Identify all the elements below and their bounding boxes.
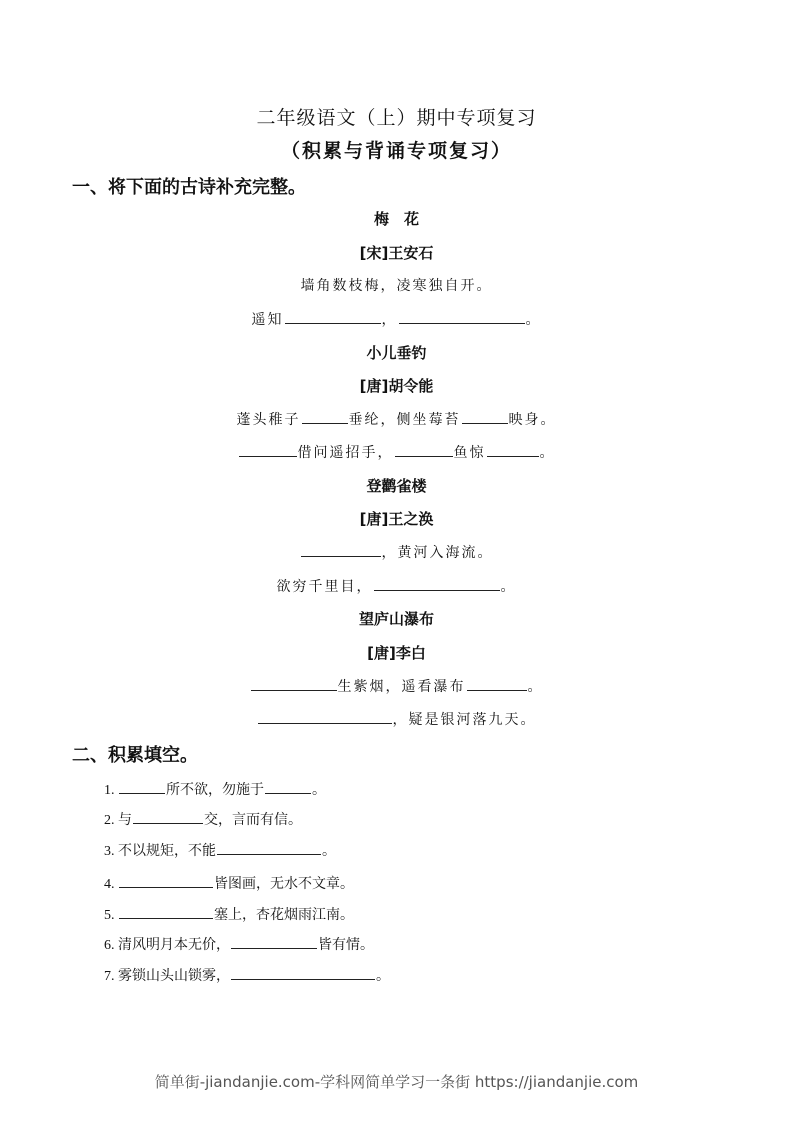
item-text: 皆图画，无水不文章。 [214, 877, 354, 892]
item-number: 2. [104, 813, 115, 828]
poem-line [0, 676, 793, 696]
fill-blank[interactable] [302, 409, 348, 424]
poem-author: [宋]王安石 [359, 244, 434, 262]
item-text: 。 [322, 844, 336, 859]
item-text: 所不欲，勿施于 [166, 783, 264, 798]
fill-item [104, 840, 336, 860]
fill-blank[interactable] [399, 309, 525, 324]
fill-blank[interactable] [285, 309, 381, 324]
line-text: 欲穷千里目， [276, 579, 373, 595]
line-text: 。 [527, 679, 544, 695]
item-number: 6. [104, 938, 115, 953]
fill-blank[interactable] [119, 873, 213, 888]
section-heading-2: 二、积累填空。 [72, 745, 198, 766]
fill-item [104, 965, 390, 985]
line-text: 。 [539, 445, 556, 461]
page-subtitle: （积累与背诵专项复习） [280, 140, 512, 162]
line-text: 生紫烟，遥看瀑布 [337, 679, 466, 695]
line-text: 鱼惊 [453, 445, 486, 461]
page-title: 二年级语文（上）期中专项复习 [256, 107, 537, 129]
poem-author: [唐]胡令能 [359, 377, 434, 395]
fill-blank[interactable] [301, 542, 381, 557]
fill-item [104, 873, 354, 893]
item-number: 1. [104, 783, 115, 798]
item-text: 皆有情。 [318, 938, 374, 953]
poem-line [0, 309, 793, 329]
item-text: 雾锁山头山锁雾， [118, 969, 230, 984]
item-text: 。 [312, 783, 326, 798]
poem-title: 登鹳雀楼 [366, 477, 427, 495]
line-text: ，疑是银河落九天。 [392, 712, 537, 728]
fill-blank[interactable] [374, 576, 500, 591]
poem-title: 望庐山瀑布 [358, 610, 434, 628]
fill-blank[interactable] [133, 809, 203, 824]
line-text: ， [381, 312, 398, 328]
item-text: 不以规矩，不能 [118, 844, 216, 859]
item-number: 3. [104, 844, 115, 859]
footer-watermark: 简单街-jiandanjie.com-学科网简单学习一条街 https://jiandanjie.com [154, 1073, 639, 1091]
fill-blank[interactable] [239, 442, 297, 457]
line-text: 蓬头稚子 [236, 412, 301, 428]
fill-blank[interactable] [231, 934, 317, 949]
item-text: 与 [118, 813, 132, 828]
fill-item [104, 934, 374, 954]
fill-item [104, 779, 326, 799]
fill-blank[interactable] [231, 965, 375, 980]
line-text: 遥知 [251, 312, 284, 328]
item-number: 7. [104, 969, 115, 984]
item-text: 塞上，杏花烟雨江南。 [214, 908, 354, 923]
poem-author: [唐]王之涣 [359, 510, 434, 528]
fill-blank[interactable] [217, 840, 321, 855]
item-number: 4. [104, 877, 115, 892]
fill-blank[interactable] [258, 709, 392, 724]
line-text: 。 [525, 312, 542, 328]
line-text: 垂纶，侧坐莓苔 [348, 412, 461, 428]
poem-line [0, 576, 793, 596]
fill-blank[interactable] [119, 779, 165, 794]
poem-title: 梅 花 [373, 210, 419, 228]
poem-line [0, 409, 793, 429]
fill-blank[interactable] [467, 676, 527, 691]
fill-blank[interactable] [119, 904, 213, 919]
fill-blank[interactable] [265, 779, 311, 794]
fill-item [104, 904, 354, 924]
poem-line [0, 442, 793, 462]
poem-line [0, 709, 793, 729]
line-text: 。 [500, 579, 517, 595]
item-number: 5. [104, 908, 115, 923]
section-heading-1: 一、将下面的古诗补充完整。 [72, 177, 306, 198]
line-text: 借问遥招手， [297, 445, 394, 461]
poem-line: 墙角数枝梅，凌寒独自开。 [300, 278, 493, 294]
poem-line [0, 542, 793, 562]
fill-blank[interactable] [487, 442, 539, 457]
item-text: 清风明月本无价， [118, 938, 230, 953]
line-text: 映身。 [508, 412, 557, 428]
fill-blank[interactable] [462, 409, 508, 424]
item-text: 交，言而有信。 [204, 813, 302, 828]
fill-blank[interactable] [251, 676, 337, 691]
poem-title: 小儿垂钓 [366, 344, 427, 362]
fill-item [104, 809, 302, 829]
poem-author: [唐]李白 [367, 644, 426, 662]
line-text: ，黄河入海流。 [381, 545, 494, 561]
fill-blank[interactable] [395, 442, 453, 457]
item-text: 。 [376, 969, 390, 984]
